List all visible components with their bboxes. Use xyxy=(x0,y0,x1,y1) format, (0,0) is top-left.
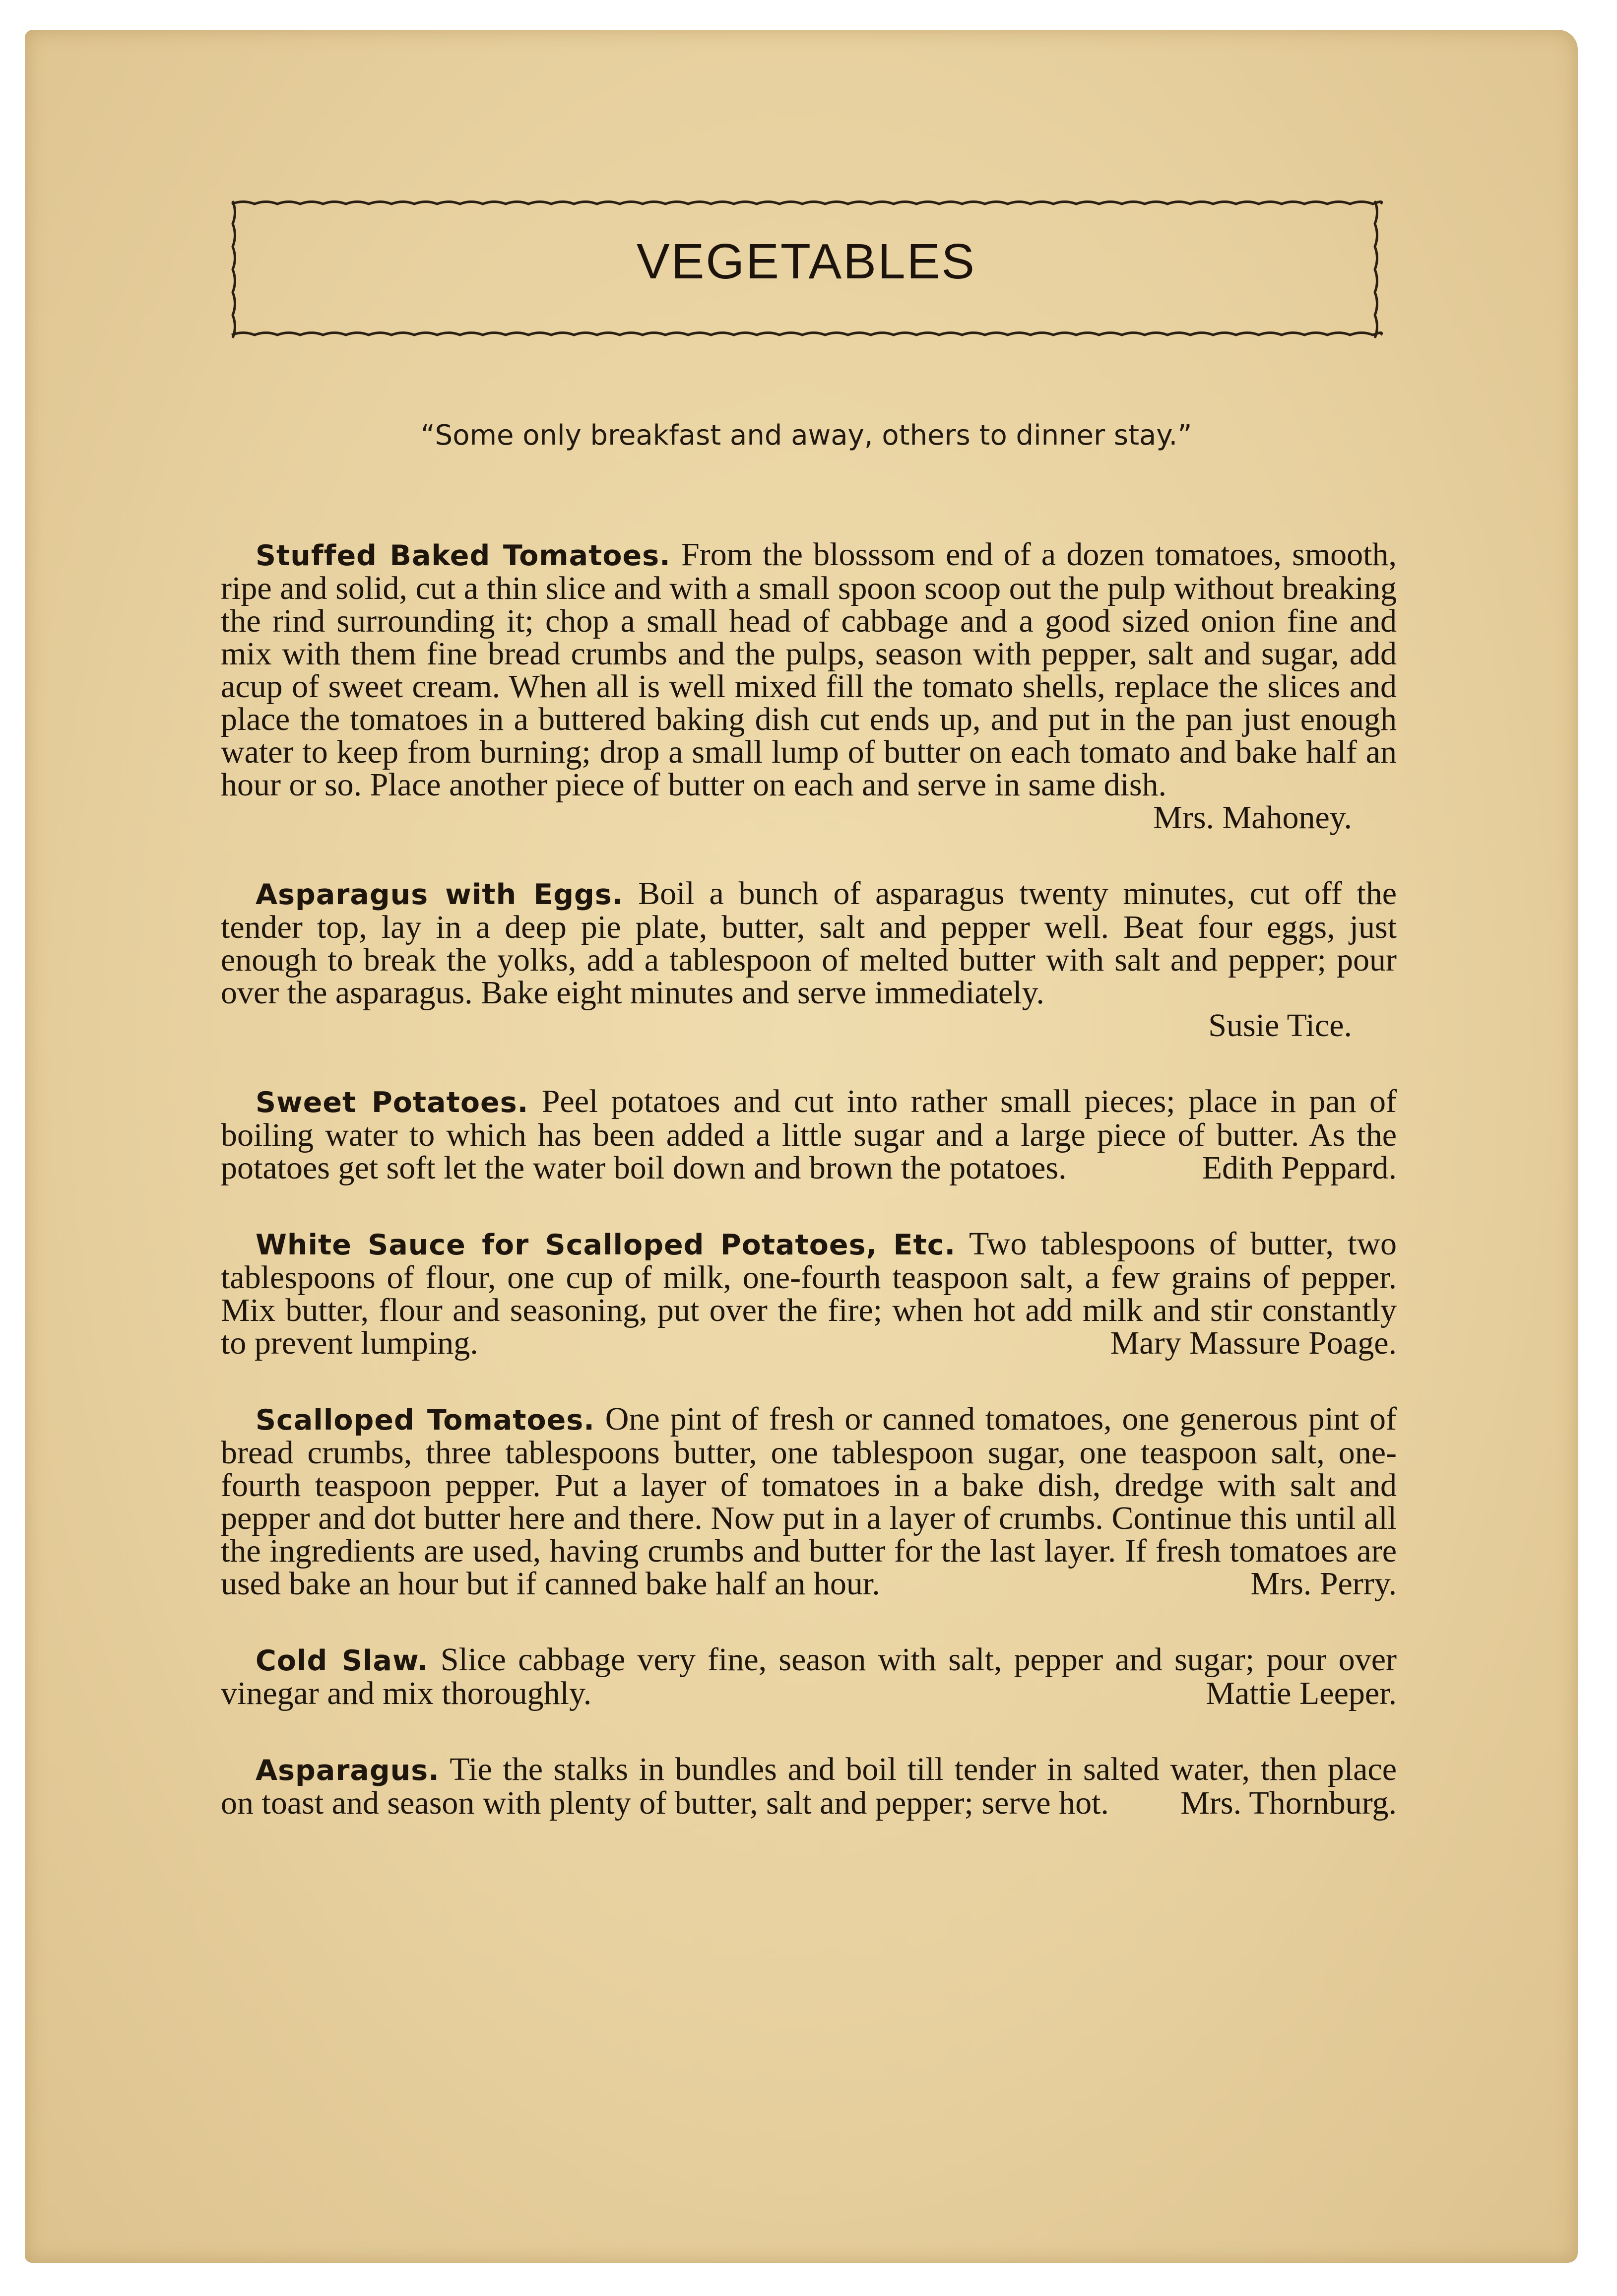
recipe-list xyxy=(221,538,1397,1863)
recipe-text: Boil a bunch of asparagus twenty minutes, cut off the tender top, lay in a deep pie plate, butter, salt and pepper well. Beat four eggs, just enough to break the yolks, add a tablespoon of melted butter with salt and pepper; pour over the asparagus. Bake eight minutes and serve immediately. xyxy=(221,875,1397,1011)
recipe-asparagus xyxy=(221,1753,1397,1820)
recipe-cold-slaw xyxy=(221,1643,1397,1710)
recipe-text: Slice cabbage very fine, season with salt, pepper and sugar; pour over vinegar and mix thoroughly. xyxy=(221,1641,1397,1711)
recipe-title: White Sauce for Scalloped Potatoes, Etc. xyxy=(256,1229,956,1261)
recipe-text: Tie the stalks in bundles and boil till tender in salted water, then place on toast and season with plenty of butter, salt and pepper; serve hot. xyxy=(221,1751,1397,1821)
recipe-title: Scalloped Tomatoes. xyxy=(256,1404,595,1437)
recipe-author: Mrs. Perry. xyxy=(1250,1566,1397,1602)
recipe-title: Sweet Potatoes. xyxy=(256,1086,529,1119)
recipe-author: Mrs. Mahoney. xyxy=(1153,799,1352,836)
recipe-author: Susie Tice. xyxy=(1208,1007,1352,1044)
page-title: VEGETABLES xyxy=(637,234,976,289)
recipe-author: Mrs. Thornburg. xyxy=(1180,1785,1397,1821)
recipe-author: Mattie Leeper. xyxy=(1206,1675,1397,1711)
recipe-title: Cold Slaw. xyxy=(256,1644,429,1677)
recipe-title: Asparagus. xyxy=(256,1754,440,1787)
recipe-asparagus-with-eggs xyxy=(221,877,1397,1042)
recipe-text: From the blosssom end of a dozen tomatoes, smooth, ripe and solid, cut a thin slice and with a small spoon scoop out the pulp without breaking the rind surrounding it; chop a small head of cabbage and a good sized onion fine and mix with them fine bread crumbs and the pulps, season with pepper, salt and sugar, add acup of sweet cream. When all is well mixed fill the tomato shells, replace the slices and place the tomatoes in a buttered baking dish cut ends up, and put in the pan just enough water to keep from burning; drop a small lump of butter on each tomato and bake half an hour or so. Place another piece of butter on each and serve in same dish. xyxy=(221,536,1397,803)
recipe-text: Peel potatoes and cut into rather small pieces; place in pan of boiling water to which has been added a little sugar and a large piece of butter. As the potatoes get soft let the water boil down and brown the potatoes. xyxy=(221,1083,1397,1186)
recipe-sweet-potatoes xyxy=(221,1085,1397,1184)
recipe-stuffed-baked-tomatoes xyxy=(221,538,1397,834)
epigraph: “Some only breakfast and away, others to dinner stay.” xyxy=(420,419,1192,452)
recipe-text: Two tablespoons of butter, two tablespoons of flour, one cup of milk, one-fourth teaspoon salt, a few grains of pepper. Mix butter, flour and seasoning, put over the fire; when hot add milk and stir constantly to prevent lumping. xyxy=(221,1226,1397,1361)
recipe-author: Edith Peppard. xyxy=(1202,1150,1397,1186)
recipe-title: Stuffed Baked Tomatoes. xyxy=(256,539,671,572)
recipe-author: Mary Massure Poage. xyxy=(1110,1325,1397,1361)
recipe-white-sauce xyxy=(221,1228,1397,1360)
recipe-text: One pint of fresh or canned tomatoes, one generous pint of bread crumbs, three tablespoons butter, one tablespoon sugar, one teaspoon salt, one-fourth teaspoon pepper. Put a layer of tomatoes in a bake dish, dredge with salt and pepper and dot butter here and there. Now put in a layer of crumbs. Continue this until all the ingredients are used, having crumbs and butter for the last layer. If fresh tomatoes are used bake an hour but if canned bake half an hour. xyxy=(221,1401,1397,1602)
recipe-scalloped-tomatoes xyxy=(221,1403,1397,1600)
recipe-title: Asparagus with Eggs. xyxy=(256,878,624,911)
